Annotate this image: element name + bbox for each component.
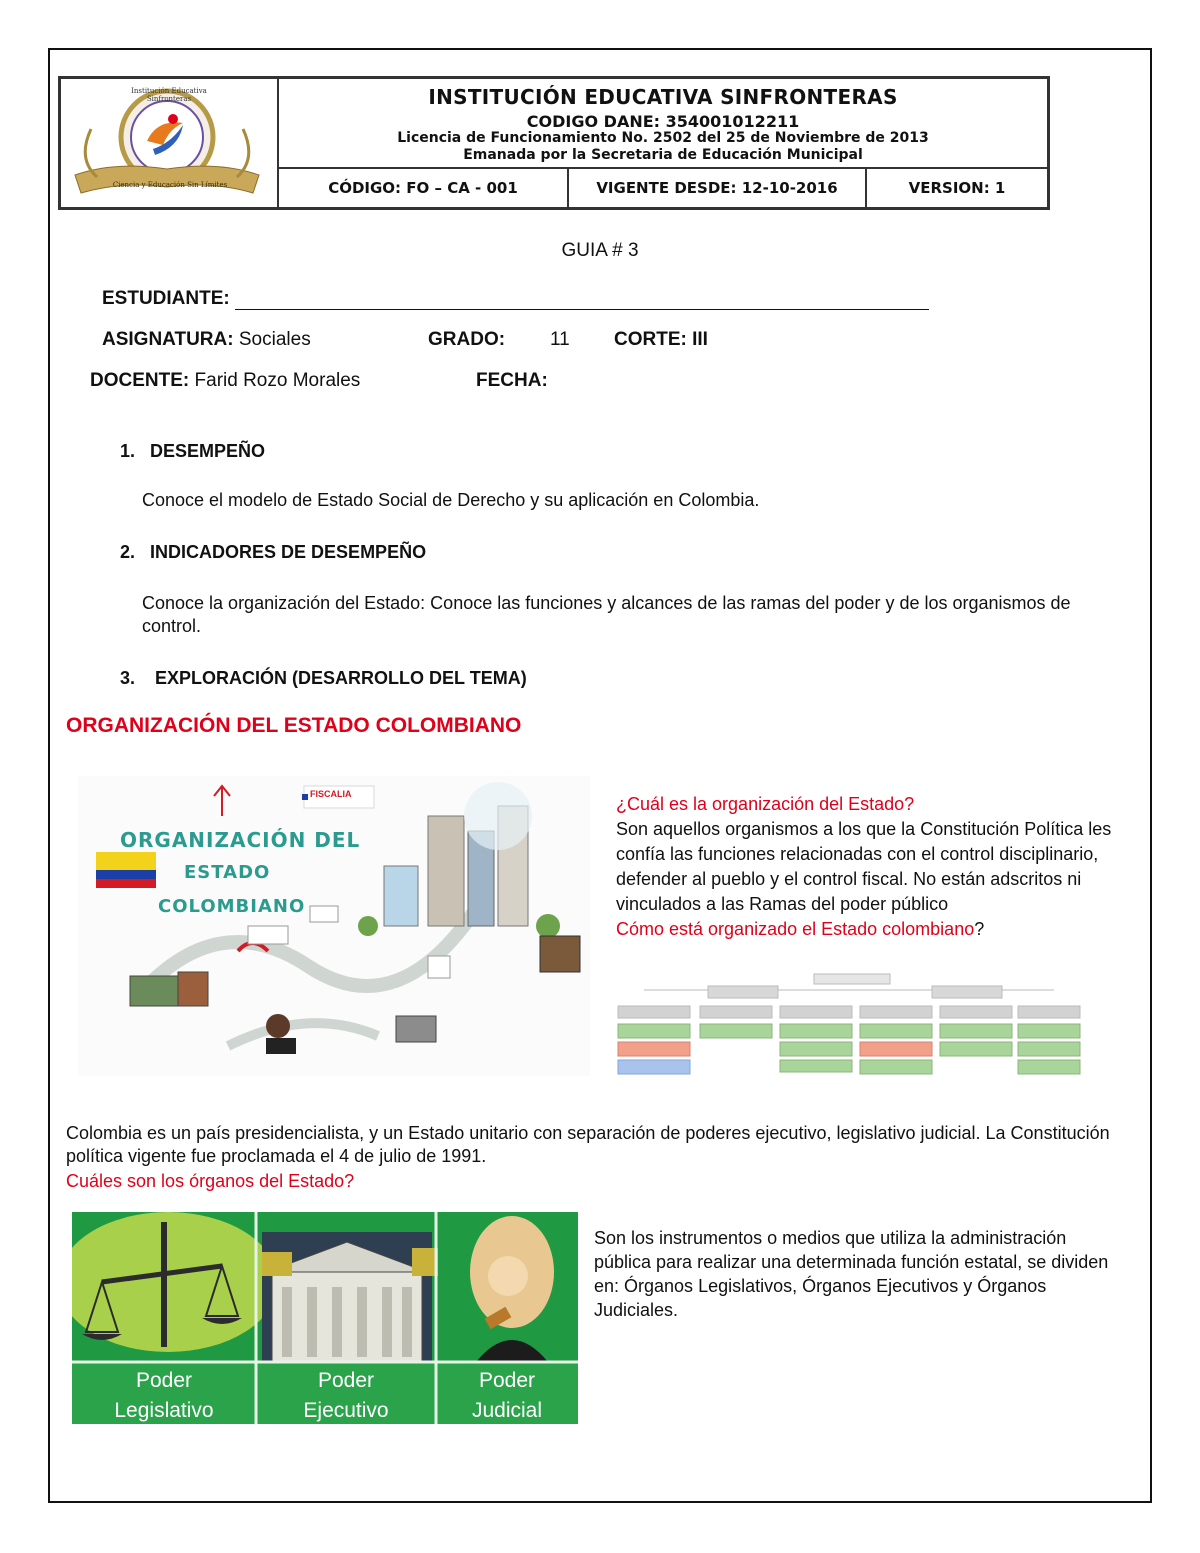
question-organs: Cuáles son los órganos del Estado? xyxy=(66,1171,355,1191)
document-code: CÓDIGO: FO – CA - 001 xyxy=(328,179,518,197)
institution-name: INSTITUCIÓN EDUCATIVA SINFRONTERAS xyxy=(428,85,898,109)
fiscalia-badge: FISCALIA xyxy=(310,789,352,799)
section-2-heading xyxy=(120,542,426,563)
grade-label: GRADO: xyxy=(428,329,506,350)
power-executive-label xyxy=(256,1366,436,1424)
term-label: CORTE: III xyxy=(614,329,708,350)
organs-answer: Son los instrumentos o medios que utiliza la administración pública para realizar una determinada función estatal, se dividen en: Órganos Legislativos, Órganos Ejecutivos y Órganos Judiciales. xyxy=(594,1228,1109,1320)
power-judicial-line2: Judicial xyxy=(471,1399,543,1422)
question-how-organized-text: Cómo está organizado el Estado colombiano xyxy=(616,919,975,939)
power-legislative-label xyxy=(72,1366,256,1424)
section-2-number: 2. xyxy=(120,542,136,562)
subject-value: Sociales xyxy=(238,329,311,350)
power-executive-line1: Poder xyxy=(317,1369,375,1392)
organization-answer-block xyxy=(616,792,1116,942)
power-judicial-line1: Poder xyxy=(478,1369,536,1392)
license-text: Licencia de Funcionamiento No. 2502 del 25 de Noviembre de 2013 xyxy=(397,130,929,146)
valid-from: VIGENTE DESDE: 12-10-2016 xyxy=(567,169,865,207)
question-organization: ¿Cuál es la organización del Estado? xyxy=(616,794,915,814)
state-organization-illustration xyxy=(78,776,590,1076)
section-1-number: 1. xyxy=(120,441,136,461)
section-3-heading xyxy=(120,668,527,689)
document-version: VERSION: 1 xyxy=(865,169,1047,207)
power-judicial-label xyxy=(436,1366,578,1424)
document-header xyxy=(58,76,1050,210)
state-org-chart-thumbnail xyxy=(614,972,1084,1084)
answer-organization: Son aquellos organismos a los que la Constitución Política les confía las funciones relacionadas con el control disciplinario, defender al pueblo y el control fiscal. No están adscritos ni vinculados a las Ramas del poder público xyxy=(616,819,1112,914)
logo-ring-text: Institución Educativa Sinfronteras xyxy=(131,87,207,103)
teacher-value: Farid Rozo Morales xyxy=(194,370,361,391)
date-label: FECHA: xyxy=(476,370,548,391)
section-1-title: DESEMPEÑO xyxy=(150,441,266,461)
grade-value: 11 xyxy=(550,329,570,350)
power-legislative-line2: Legislativo xyxy=(114,1399,214,1422)
student-blank-line[interactable] xyxy=(235,289,929,310)
subject-label: ASIGNATURA: xyxy=(102,329,234,350)
illustration-title-line2: ESTADO xyxy=(184,862,271,883)
teacher-label: DOCENTE: xyxy=(90,370,190,391)
section-1-heading xyxy=(120,441,265,462)
question-how-organized-mark: ? xyxy=(974,919,985,939)
teacher-field xyxy=(90,370,360,392)
issued-by-text: Emanada por la Secretaria de Educación Municipal xyxy=(463,147,863,163)
section-2-text: Conoce la organización del Estado: Conoce las funciones y alcances de las ramas del poder y de los organismos de control. xyxy=(142,593,1071,636)
school-logo xyxy=(61,79,279,207)
presidential-paragraph: Colombia es un país presidencialista, y un Estado unitario con separación de poderes ejecutivo, legislativo judicial. La Constitución política vigente fue proclamada el 4 de julio de 1991. xyxy=(66,1123,1110,1166)
question-how-organized xyxy=(616,917,1116,942)
student-label: ESTUDIANTE: xyxy=(102,288,230,309)
student-field xyxy=(102,288,962,310)
subject-field xyxy=(102,329,311,351)
dane-code: CODIGO DANE: 354001012211 xyxy=(526,112,800,131)
illustration-title-line1: ORGANIZACIÓN DEL xyxy=(120,828,361,852)
section-1-text: Conoce el modelo de Estado Social de Derecho y su aplicación en Colombia. xyxy=(142,490,760,510)
power-legislative-line1: Poder xyxy=(135,1369,193,1392)
topic-title: ORGANIZACIÓN DEL ESTADO COLOMBIANO xyxy=(66,714,522,737)
section-2-title: INDICADORES DE DESEMPEÑO xyxy=(150,542,427,562)
section-3-number: 3. xyxy=(120,668,136,688)
branches-of-power-illustration xyxy=(72,1212,578,1424)
power-executive-line2: Ejecutivo xyxy=(303,1399,389,1422)
section-3-title: EXPLORACIÓN (DESARROLLO DEL TEMA) xyxy=(155,668,527,688)
guide-title: GUIA # 3 xyxy=(561,240,639,261)
logo-ribbon-text: Ciencia y Educación Sin Límites xyxy=(112,181,228,189)
illustration-title-line3: COLOMBIANO xyxy=(158,896,306,917)
